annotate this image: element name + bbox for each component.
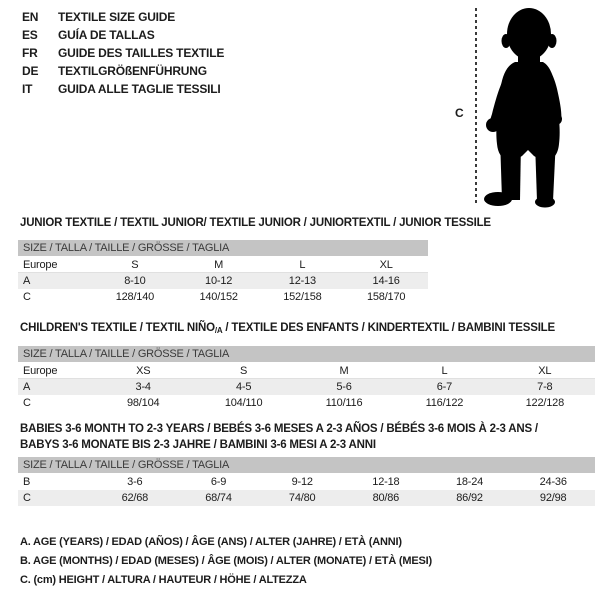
table-cell: L	[299, 258, 306, 271]
table-cell: 12-13	[288, 275, 316, 287]
junior-section-title: JUNIOR TEXTILE / TEXTIL JUNIOR/ TEXTILE JUNIOR / JUNIORTEXTIL / JUNIOR TESSILE	[20, 217, 491, 229]
baby-silhouette-icon	[482, 6, 574, 208]
table-cell: 152/158	[283, 291, 322, 303]
table-cell: 62/68	[121, 492, 149, 504]
language-row-es	[22, 26, 224, 44]
table-cell: 158/170	[366, 291, 406, 303]
table-cell: 68/74	[205, 492, 232, 504]
language-title: TEXTILGRÖßENFÜHRUNG	[58, 64, 207, 78]
babies-title-line2: BABYS 3-6 MONATE BIS 2-3 JAHRE / BAMBINI 3-6 MESI A 2-3 ANNI	[20, 439, 376, 451]
table-cell: XL	[379, 258, 393, 271]
table-cell: 116/122	[425, 397, 464, 409]
table-cell: 3-4	[135, 381, 151, 393]
language-row-it	[22, 80, 224, 98]
table-cell: 86/92	[456, 492, 483, 504]
language-title: GUÍA DE TALLAS	[58, 28, 155, 42]
size-header-bar: SIZE / TALLA / TAILLE / GRÖSSE / TAGLIA	[18, 346, 595, 362]
size-header-bar: SIZE / TALLA / TAILLE / GRÖSSE / TAGLIA	[18, 240, 428, 256]
row-label: A	[23, 275, 31, 287]
table-row	[18, 273, 428, 289]
table-row	[18, 257, 428, 273]
children-title-sub: /A	[214, 326, 223, 335]
table-row	[18, 379, 595, 395]
table-cell: 128/140	[115, 291, 155, 303]
table-cell: 74/80	[288, 492, 316, 504]
language-code: IT	[22, 82, 33, 96]
language-title: GUIDA ALLE TAGLIE TESSILI	[58, 82, 221, 96]
language-row-de	[22, 62, 224, 80]
table-cell: 3-6	[127, 476, 143, 488]
junior-size-table	[18, 240, 428, 305]
size-header-bar: SIZE / TALLA / TAILLE / GRÖSSE / TAGLIA	[18, 457, 595, 473]
table-cell: M	[339, 364, 349, 377]
row-label: C	[23, 492, 31, 504]
table-cell: L	[441, 364, 448, 377]
table-cell: 140/152	[199, 291, 238, 303]
table-row	[18, 490, 595, 506]
table-cell: 92/98	[539, 492, 567, 504]
table-cell: 4-5	[235, 381, 252, 393]
language-row-en	[22, 8, 224, 26]
table-cell: 98/104	[126, 397, 160, 409]
table-cell: 104/110	[224, 397, 263, 409]
table-row	[18, 363, 595, 379]
children-section-title	[20, 320, 555, 339]
table-cell: 8-10	[124, 275, 146, 287]
table-cell: 10-12	[205, 275, 233, 287]
table-cell: S	[240, 364, 248, 377]
language-code: EN	[22, 10, 39, 24]
footnote-b: B. AGE (MONTHS) / EDAD (MESES) / ÂGE (MOIS) / ALTER (MONATE) / ETÀ (MESI)	[20, 555, 432, 567]
language-code: FR	[22, 46, 38, 60]
language-code: DE	[22, 64, 39, 78]
table-cell: 12-18	[372, 476, 400, 488]
footnote-a: A. AGE (YEARS) / EDAD (AÑOS) / ÂGE (ANS) / ALTER (JAHRE) / ETÀ (ANNI)	[20, 536, 402, 548]
children-size-table	[18, 346, 595, 411]
table-cell: 7-8	[537, 381, 553, 393]
row-label: Europe	[23, 258, 58, 271]
children-title-pre: CHILDREN'S TEXTILE / TEXTIL NIÑO	[20, 322, 215, 334]
babies-size-table	[18, 457, 595, 506]
table-cell: 9-12	[291, 476, 313, 488]
table-row	[18, 474, 595, 490]
row-label: C	[23, 291, 31, 303]
language-row-fr	[22, 44, 224, 62]
babies-title-line1: BABIES 3-6 MONTH TO 2-3 YEARS / BEBÉS 3-6 MESES A 2-3 AÑOS / BÉBÉS 3-6 MOIS À 2-3 ANS /	[20, 423, 538, 435]
table-cell: 6-9	[210, 476, 227, 488]
table-cell: M	[214, 258, 224, 271]
table-cell: XS	[136, 364, 151, 377]
language-code: ES	[22, 28, 38, 42]
table-cell: 14-16	[372, 275, 400, 287]
table-cell: 80/86	[372, 492, 400, 504]
language-title: GUIDE DES TAILLES TEXTILE	[58, 46, 225, 60]
table-cell: 24-36	[539, 476, 567, 488]
height-measure-dashed-line	[475, 8, 477, 206]
row-label: C	[23, 397, 31, 409]
table-cell: 18-24	[455, 476, 484, 488]
table-cell: 5-6	[336, 381, 352, 393]
babies-section-title	[20, 421, 538, 453]
table-row	[18, 289, 428, 305]
children-title-post: / TEXTILE DES ENFANTS / KINDERTEXTIL / BAMBINI TESSILE	[222, 322, 555, 334]
height-measure-label: C	[455, 106, 464, 120]
table-row	[18, 395, 595, 411]
row-label: B	[23, 476, 31, 488]
row-label: Europe	[23, 364, 58, 377]
table-cell: S	[131, 258, 139, 271]
table-cell: XL	[538, 364, 552, 377]
table-cell: 110/116	[325, 397, 363, 409]
language-title: TEXTILE SIZE GUIDE	[58, 10, 176, 24]
table-cell: 122/128	[525, 397, 565, 409]
footnotes	[20, 533, 432, 590]
language-list	[22, 8, 224, 98]
footnote-c: C. (cm) HEIGHT / ALTURA / HAUTEUR / HÖHE / ALTEZZA	[20, 574, 307, 586]
table-cell: 6-7	[436, 381, 453, 393]
row-label: A	[23, 381, 31, 393]
